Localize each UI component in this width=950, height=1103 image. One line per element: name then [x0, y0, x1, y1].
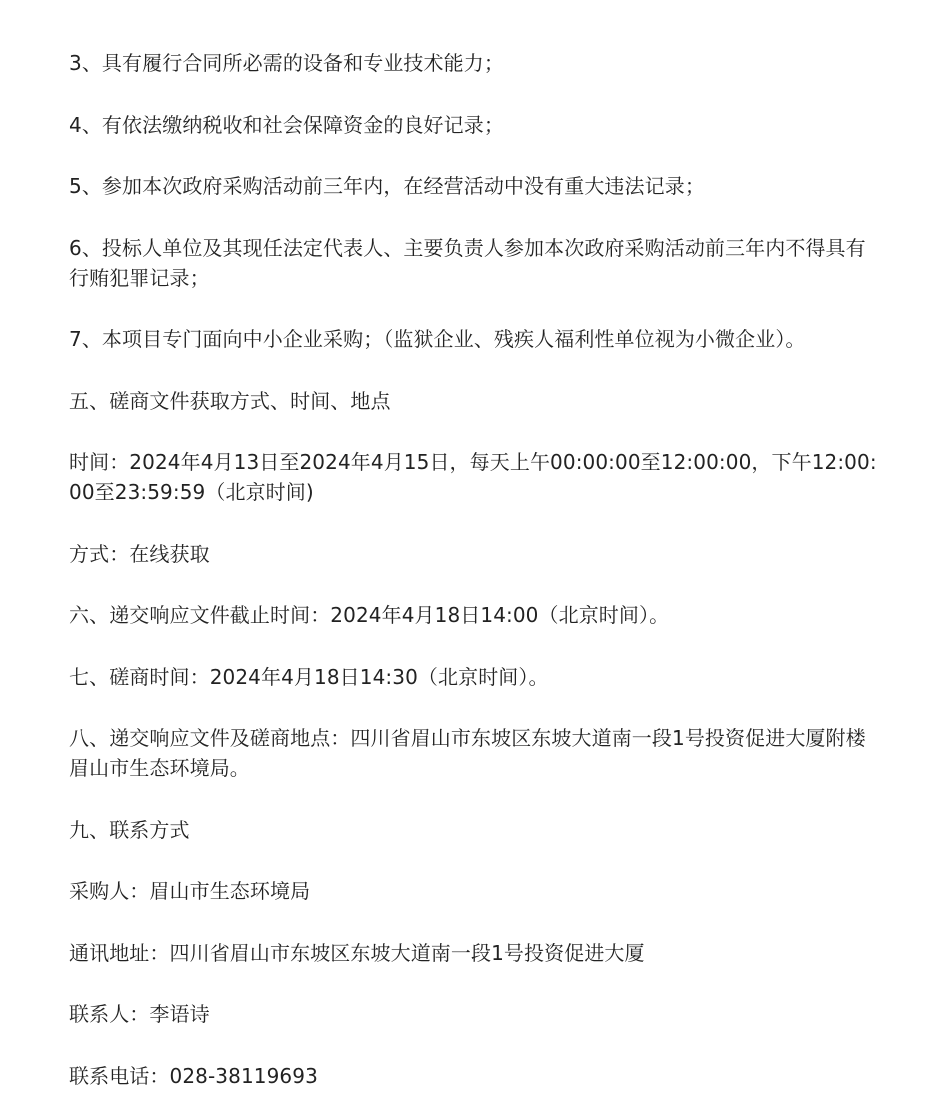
- requirement-6: 6、投标人单位及其现任法定代表人、主要负责人参加本次政府采购活动前三年内不得具有行贿犯罪记录；: [69, 235, 866, 290]
- mailing-address: 通讯地址：四川省眉山市东坡区东坡大道南一段1号投资促进大厦: [69, 940, 645, 965]
- section-heading-5: 五、磋商文件获取方式、时间、地点: [69, 388, 391, 413]
- requirement-5: 5、参加本次政府采购活动前三年内，在经营活动中没有重大违法记录；: [69, 174, 705, 198]
- section-heading-9: 九、联系方式: [69, 817, 190, 842]
- document-body: [69, 48, 884, 1091]
- submission-location: 八、递交响应文件及磋商地点：四川省眉山市东坡区东坡大道南一段1号投资促进大厦附楼眉山市生态环境局。: [69, 726, 866, 780]
- acquisition-method: 方式：在线获取: [69, 541, 210, 566]
- negotiation-time: 七、磋商时间：2024年4月18日14:30（北京时间）。: [69, 664, 549, 689]
- acquisition-time: 时间：2024年4月13日至2024年4月15日，每天上午00:00:00至12:00:00，下午12:00:00至23:59:59（北京时间): [69, 450, 877, 504]
- submission-deadline: 六、递交响应文件截止时间：2024年4月18日14:00（北京时间）。: [69, 603, 670, 627]
- contact-person: 联系人：李语诗: [69, 1002, 210, 1026]
- requirement-4: 4、有依法缴纳税收和社会保障资金的良好记录；: [69, 112, 504, 137]
- requirement-3: 3、具有履行合同所必需的设备和专业技术能力；: [69, 51, 504, 75]
- purchaser: 采购人：眉山市生态环境局: [69, 879, 311, 903]
- requirement-7: 7、本项目专门面向中小企业采购；（监狱企业、残疾人福利性单位视为小微企业）。: [69, 327, 806, 351]
- contact-phone: 联系电话：028-38119693: [69, 1063, 318, 1088]
